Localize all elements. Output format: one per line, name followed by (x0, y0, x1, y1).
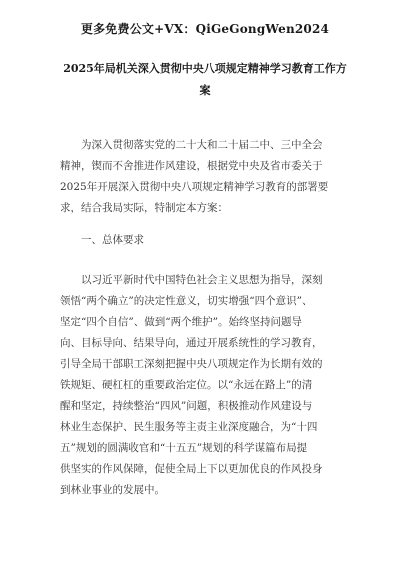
section-heading (60, 230, 352, 251)
paragraph-line: 为深入贯彻落实党的二十大和二十届二中、三中全会 (81, 139, 323, 151)
intro-paragraph (60, 135, 352, 219)
paragraph-line: 铁规矩、硬杠杠的重要政治定位。以“永远在路上”的清 (60, 379, 313, 391)
paragraph-line: 以习近平新时代中国特色社会主义思想为指导，深刻 (81, 274, 323, 286)
section-heading-text: 一、总体要求 (81, 234, 144, 246)
paragraph-line: 供坚实的作风保障，促使全局上下以更加优良的作风投身 (60, 463, 323, 475)
section-paragraph (60, 270, 352, 501)
paragraph-line: 到林业事业的发展中。 (60, 484, 165, 496)
paragraph-line: 向、目标导向、结果导向，通过开展系统性的学习教育， (60, 337, 323, 349)
paragraph-line: 五”规划的圆满收官和“十五五”规划的科学谋篇布局提 (60, 442, 308, 454)
paragraph-line: 求，结合我局实际，特制定本方案： (60, 202, 228, 214)
paragraph-line: 林业生态保护、民生服务等主责主业深度融合，为“十四 (60, 421, 318, 433)
paragraph-line: 醒和坚定，持续整治“四风”问题，积极推动作风建设与 (60, 400, 313, 412)
title-line: 案 (199, 84, 211, 97)
paragraph-line: 精神，锲而不舍推进作风建设，根据党中央及省市委关于 (60, 160, 323, 172)
document-title (52, 58, 358, 102)
paragraph-line: 2025年开展深入贯彻中央八项规定精神学习教育的部署要 (60, 181, 329, 193)
paragraph-line: 引导全局干部职工深刻把握中央八项规定作为长期有效的 (60, 358, 323, 370)
paragraph-line: 坚定“四个自信”、做到“两个维护”。始终坚持问题导 (60, 316, 302, 328)
title-line: 2025年局机关深入贯彻中央八项规定精神学习教育工作方 (63, 62, 347, 75)
paragraph-line: 领悟“两个确立”的决定性意义，切实增强“四个意识”、 (60, 295, 313, 307)
promo-header: 更多免费公文+VX：QiGeGongWen2024 (80, 22, 330, 36)
